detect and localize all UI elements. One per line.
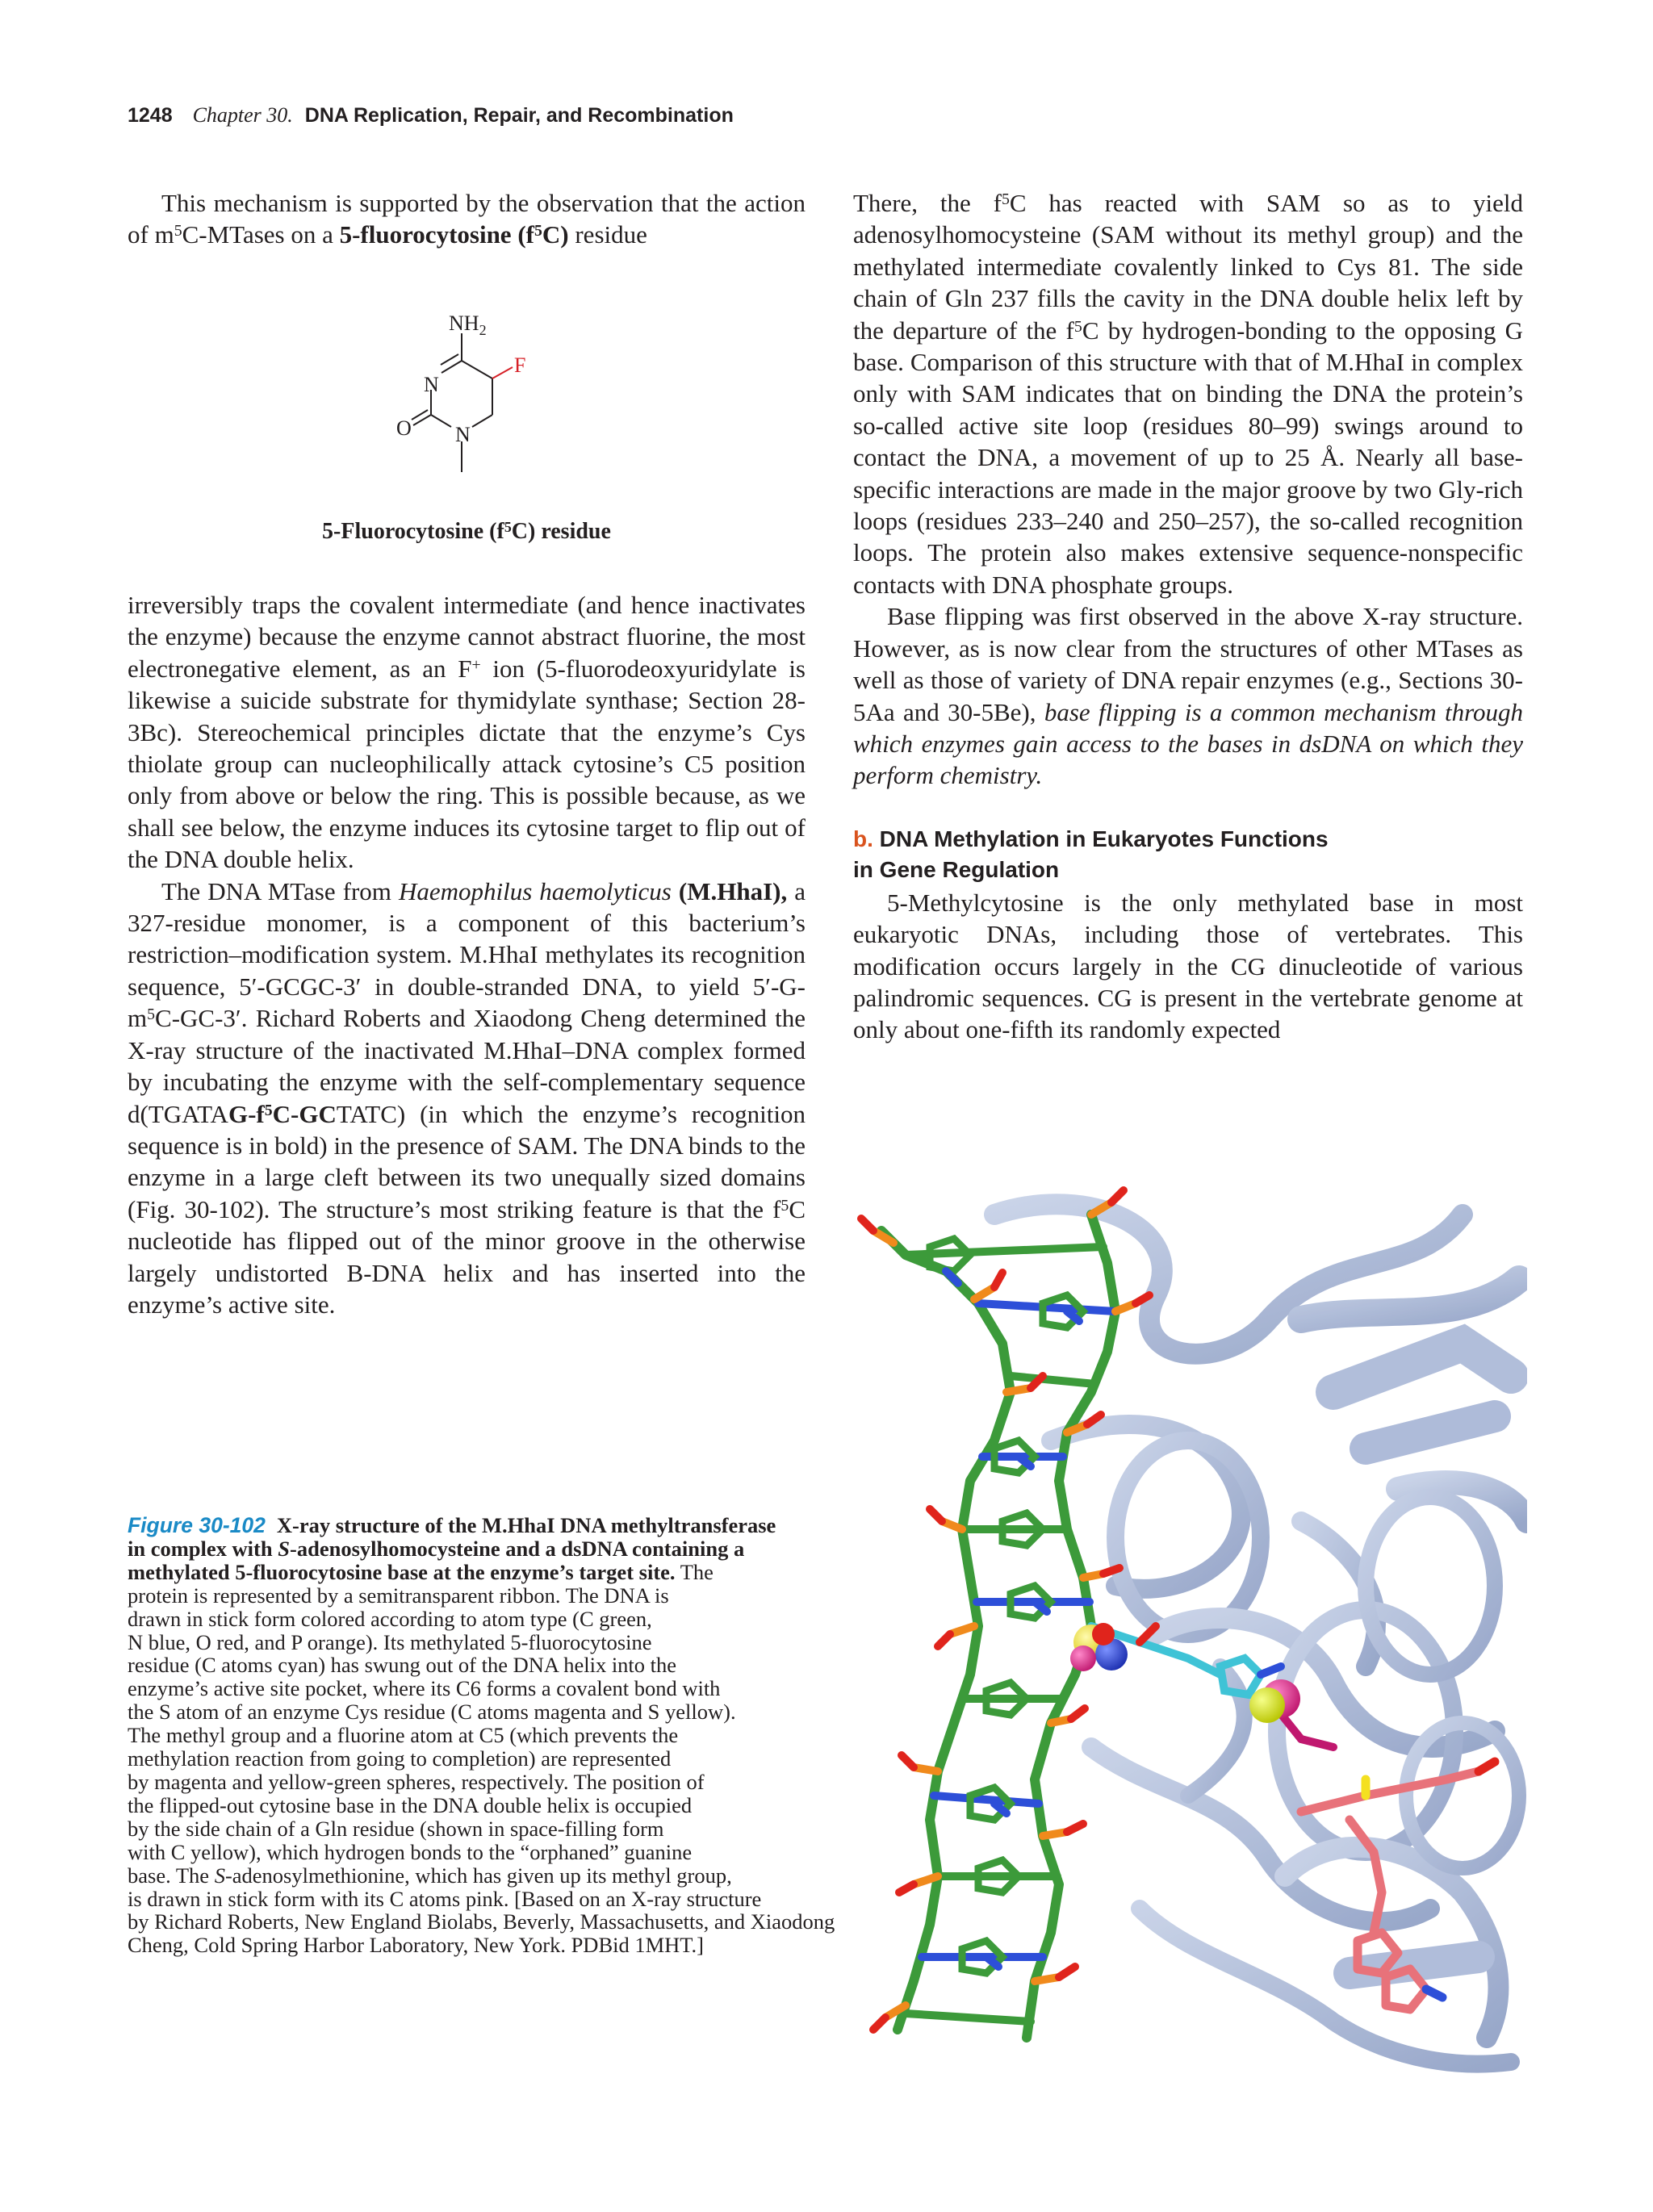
nh2-label: $NH_2$ — [449, 312, 487, 338]
running-header — [128, 103, 734, 128]
n3-label: N — [424, 373, 439, 396]
c5-f-bond — [492, 367, 513, 378]
left-column-body — [128, 589, 806, 1320]
chapter-title: DNA Replication, Repair, and Recombination — [304, 104, 734, 127]
chapter-label: Chapter 30. — [192, 103, 293, 127]
c6-n1-bond — [472, 415, 492, 427]
n1-c2-bond — [431, 415, 451, 427]
intro-text: This mechanism is supported by the observation that — [161, 189, 699, 217]
gln-residue-spheres — [1070, 1623, 1128, 1671]
paragraph-methylcytosine: 5-Methylcytosine is the only methylated base in most eukaryotic DNAs, including those of vertebrates. This modification occurs largely in the CG dinucleotide of various palindromic sequences. CG is present in the vertebrate genome at only about one-fifth its randomly expected — [853, 888, 1523, 1044]
term-mhhai: (M.HhaI), — [678, 876, 788, 905]
emphasis-statement: base flipping is a common mechanism through which enzymes gain access to the bases in dsDNA on which they perform chemistry. — [853, 697, 1523, 790]
n1-label: N — [455, 423, 471, 446]
recognition-sequence: $G-f^5C-GC$ — [228, 1099, 337, 1128]
structure-caption: 5-Fluorocytosine $(f^5C)$ residue — [322, 518, 611, 544]
oxygen-label: O — [396, 416, 412, 440]
intro-text: the action of m — [128, 189, 806, 249]
right-column-body — [853, 187, 1523, 1046]
term-fluorocytosine: 5-fluorocytosine $(f^5C)$ — [339, 220, 569, 249]
paragraph-mhhai: The DNA MTase from Haemophilus haemolyticus (M.HhaI), a 327-residue monomer, is a component of this bacterium’s restriction–modification system. M.HhaI methylates its recognition sequence, 5′-GCGC-3′ in double-stranded DNA, to yield $5'-G-m^5C-GC-3'$. Richard Roberts and Xiaodong Cheng determined the X-ray structure of the inactivated M.HhaI–DNA complex formed by incubating the enzyme with the self-complementary sequence $d(TGATAG-f^5C-GCTATC)$ (in which the enzyme’s recognition sequence is in bold) in the presence of SAM. The DNA binds to the enzyme in a large cleft between its two unequally sized domains (Fig. 30-102). The structure’s most striking feature is that the $f^5C$ nucleotide has flipped out of the minor groove in the otherwise largely undistorted B-DNA helix and has inserted into the enzyme’s active site. — [128, 876, 806, 1319]
intro-text: residue — [575, 220, 647, 249]
organism-name: Haemophilus haemolyticus — [398, 876, 672, 905]
fluorocytosine-structure — [371, 303, 573, 504]
protein-ribbon — [994, 1204, 1527, 2064]
intro-paragraph — [128, 187, 806, 251]
intro-text: C-MTases on a — [182, 220, 340, 249]
c4-n3-double-bond — [441, 354, 458, 365]
subsection-heading: b. DNA Methylation in Eukaryotes Functions in Gene Regulation — [853, 826, 1329, 882]
page-number: 1248 — [128, 104, 173, 127]
paragraph-reaction: There, the $f^5C$ has reacted with SAM so as to yield adenosylhomocysteine (SAM without its methyl group) and the methylated intermediate covalently linked to Cys 81. The side chain of Gln 237 fills the cavity in the DNA double helix left by the departure of the $f^5C$ by hydrogen-bonding to the opposing G base. Comparison of this structure with that of M.HhaI in complex only with SAM indicates that on binding the DNA the protein’s so-called active site loop (residues 80–99) swings around to contact the DNA, a movement of up to 25 Å. Nearly all base-specific interactions are made in the major groove by two Gly-rich loops (residues 233–240 and 250–257), the so-called recognition loops. The protein also makes extensive sequence-nonspecific contacts with DNA phosphate groups. — [853, 189, 1524, 599]
paragraph-base-flipping: Base flipping was first observed in the above X-ray structure. However, as is now clear from the structures of other MTases as well as those of variety of DNA repair enzymes (e.g., Sections 30-5Aa and 30-5Be), base flipping is a common mechanism through which enzymes gain access to the bases in dsDNA on which they perform chemistry. — [853, 602, 1523, 790]
c4-c5-bond — [462, 361, 492, 378]
superscript: 5 — [174, 222, 182, 240]
paragraph-irreversible: irreversibly traps the covalent intermediate (and hence inactivates the enzyme) because the enzyme cannot abstract fluorine, the most electronegative element, as an F+ ion (5-fluorodeoxyuridylate is likewise a suicide substrate for thymidylate synthase; Section 28-3Bc). Stereochemical principles dictate that the enzyme’s Cys thiolate group can nucleophilically attack cytosine’s C5 position only from above or below the ring. This is possible because, as we shall see below, the enzyme induces its cytosine target to flip out of the DNA double helix. — [128, 591, 806, 874]
figure-label: Figure 30-102 — [128, 1513, 266, 1537]
figure-caption: Figure 30-102 X-ray structure of the M.HhaI DNA methyltransferase in complex with S-adenosylhomocysteine and a dsDNA containing a methylated 5-fluorocytosine base at the enzyme’s target site. The protein is represented by a semitransparent ribbon. The DNA is drawn in stick form colored according to atom type (C green, N blue, O red, and P orange). Its methylated 5-fluorocytosine residue (C atoms cyan) has swung out of the DNA helix into the enzyme’s active site pocket, where its C6 forms a covalent bond with the S atom of an enzyme Cys residue (C atoms magenta and S yellow). The methyl group and a fluorine atom at C5 (which prevents the methylation reaction from going to completion) are represented by magenta and yellow-green spheres, respectively. The position of the flipped-out cytosine base in the DNA double helix is occupied by the side chain of a Gln residue (shown in space-filling form with C yellow), which hydrogen bonds to the “orphaned” guanine base. The S-adenosylmethionine, which has given up its methyl group, is drawn in stick form with its C atoms pink. [Based on an X-ray structure by Richard Roberts, New England Biolabs, Beverly, Massachusetts, and Xiaodong Cheng, Cold Spring Harbor Laboratory, New York. PDBid 1MHT.] — [128, 1513, 835, 1958]
subsection-label: b. — [853, 826, 873, 851]
fluorine-label: F — [514, 353, 526, 377]
